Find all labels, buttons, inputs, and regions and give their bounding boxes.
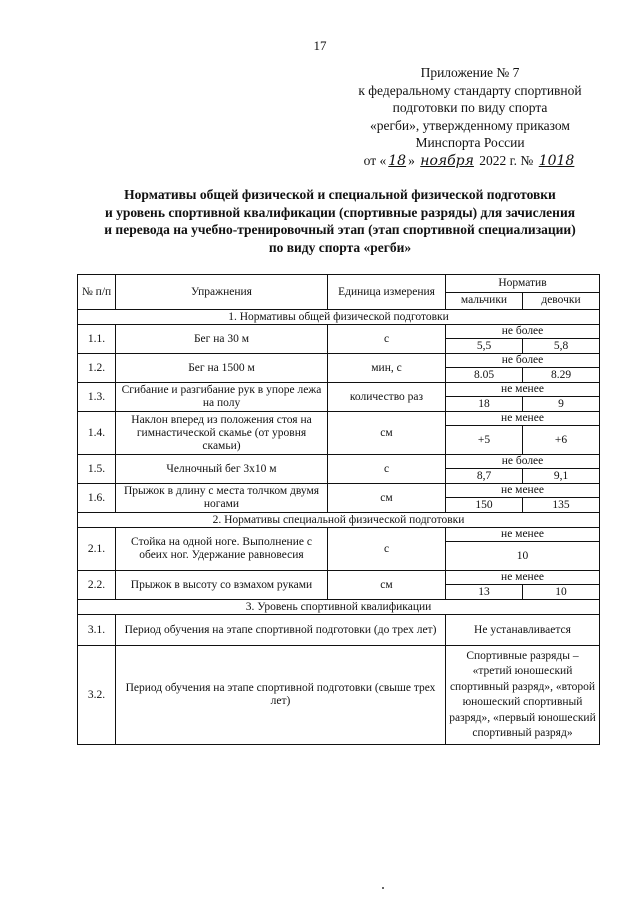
- table-row: 2.1. Стойка на одной ноге. Выполнение с обеих ног. Удержание равновесия с не менее: [78, 528, 600, 542]
- appendix-title: Приложение № 7: [420, 65, 520, 80]
- table-row: 3.1. Период обучения на этапе спортивной подготовки (до трех лет) Не устанавливается: [78, 615, 600, 646]
- header-norm: Норматив: [446, 275, 600, 293]
- appendix-line: к федеральному стандарту спортивной: [358, 82, 582, 98]
- appendix-line: подготовки по виду спорта: [392, 100, 548, 115]
- section-row: [78, 310, 600, 325]
- table-row: 150 135: [78, 498, 600, 513]
- handwritten-day: 18: [388, 152, 407, 169]
- table-row: 1.5. Челночный бег 3х10 м с не более: [78, 455, 600, 469]
- table-row: 18 9: [78, 397, 600, 412]
- appendix-line: «регби», утвержденному приказом: [370, 117, 570, 133]
- table-row: 1.3. Сгибание и разгибание рук в упоре лежа на полу количество раз не менее: [78, 383, 600, 397]
- section-row: [78, 513, 600, 528]
- table-row: 8,7 9,1: [78, 469, 600, 484]
- table-row: 1.1. Бег на 30 м с не более: [78, 325, 600, 339]
- section-2-title: 2. Нормативы специальной физической подготовки: [78, 513, 600, 528]
- section-1-title: 1. Нормативы общей физической подготовки: [78, 310, 600, 325]
- table-row: 3.2. Период обучения на этапе спортивной подготовки (свыше трех лет) Спортивные разряды – «третий юношеский спортивный разряд», «второй юношеский спортивный разряд», «первый юношеский спортивный разряд»: [78, 646, 600, 745]
- document-title: Нормативы общей физической и специальной физической подготовки и уровень спортивной квалификации (спортивные разряды) для зачисления и перевода на учебно-тренировочный этап (этап спортивной специализации) по виду спорта «регби»: [104, 187, 576, 255]
- table-row: 2.2. Прыжок в высоту со взмахом руками см не менее: [78, 571, 600, 585]
- handwritten-month: ноября: [420, 152, 474, 169]
- table-row: 1.2. Бег на 1500 м мин, с не более: [78, 354, 600, 368]
- scan-artifact: [382, 887, 384, 889]
- section-3-title: 3. Уровень спортивной квалификации: [78, 600, 600, 615]
- header-boys: мальчики: [446, 292, 523, 310]
- table-row: 10: [78, 542, 600, 571]
- table-header-row: [78, 275, 600, 293]
- table-row: 8.05 8.29: [78, 368, 600, 383]
- norms-table: [77, 274, 600, 745]
- table-row: 1.4. Наклон вперед из положения стоя на гимнастической скамье (от уровня скамьи) см не менее: [78, 412, 600, 426]
- header-girls: девочки: [523, 292, 600, 310]
- header-unit: Единица измерения: [328, 275, 446, 310]
- table-row: 1.6. Прыжок в длину с места толчком двумя ногами см не менее: [78, 484, 600, 498]
- appendix-line: Минспорта России: [415, 135, 525, 150]
- table-row: +5 +6: [78, 426, 600, 455]
- appendix-block: [340, 64, 600, 170]
- header-exercise: Упражнения: [116, 275, 328, 310]
- handwritten-number: 1018: [538, 152, 575, 169]
- table-row: 13 10: [78, 585, 600, 600]
- appendix-date-line: от « 18 » ноября 2022 г. № 1018: [363, 152, 575, 169]
- page-number: 17: [313, 38, 327, 53]
- header-num: № п/п: [78, 275, 116, 310]
- table-row: 5,5 5,8: [78, 339, 600, 354]
- section-row: [78, 600, 600, 615]
